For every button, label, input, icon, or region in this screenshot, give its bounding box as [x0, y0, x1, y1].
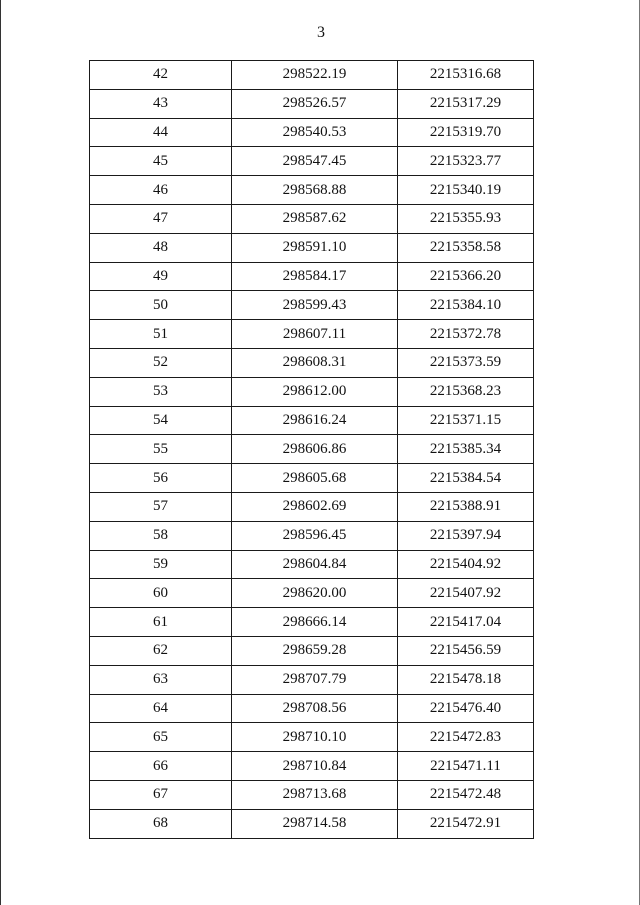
y-coordinate-cell: 2215385.34 — [398, 435, 534, 464]
point-number-cell: 53 — [90, 377, 232, 406]
x-coordinate-cell: 298604.84 — [232, 550, 398, 579]
y-coordinate-cell: 2215366.20 — [398, 262, 534, 291]
table-row — [90, 492, 534, 521]
point-number-cell: 45 — [90, 147, 232, 176]
x-coordinate-cell: 298708.56 — [232, 694, 398, 723]
point-number-cell: 68 — [90, 809, 232, 838]
table-row — [90, 61, 534, 90]
point-number-cell: 50 — [90, 291, 232, 320]
coordinates-table — [89, 60, 534, 839]
table-row — [90, 435, 534, 464]
y-coordinate-cell: 2215372.78 — [398, 320, 534, 349]
x-coordinate-cell: 298568.88 — [232, 176, 398, 205]
x-coordinate-cell: 298587.62 — [232, 204, 398, 233]
point-number-cell: 58 — [90, 521, 232, 550]
x-coordinate-cell: 298710.10 — [232, 723, 398, 752]
y-coordinate-cell: 2215358.58 — [398, 233, 534, 262]
table-row — [90, 320, 534, 349]
x-coordinate-cell: 298710.84 — [232, 752, 398, 781]
x-coordinate-cell: 298596.45 — [232, 521, 398, 550]
point-number-cell: 47 — [90, 204, 232, 233]
y-coordinate-cell: 2215340.19 — [398, 176, 534, 205]
point-number-cell: 57 — [90, 492, 232, 521]
y-coordinate-cell: 2215417.04 — [398, 608, 534, 637]
x-coordinate-cell: 298599.43 — [232, 291, 398, 320]
page-number: 3 — [317, 24, 325, 41]
point-number-cell: 60 — [90, 579, 232, 608]
table-row — [90, 204, 534, 233]
y-coordinate-cell: 2215478.18 — [398, 665, 534, 694]
table-row — [90, 377, 534, 406]
table-row — [90, 291, 534, 320]
point-number-cell: 55 — [90, 435, 232, 464]
point-number-cell: 66 — [90, 752, 232, 781]
y-coordinate-cell: 2215397.94 — [398, 521, 534, 550]
table-row — [90, 752, 534, 781]
x-coordinate-cell: 298606.86 — [232, 435, 398, 464]
x-coordinate-cell: 298713.68 — [232, 780, 398, 809]
y-coordinate-cell: 2215323.77 — [398, 147, 534, 176]
point-number-cell: 48 — [90, 233, 232, 262]
x-coordinate-cell: 298547.45 — [232, 147, 398, 176]
x-coordinate-cell: 298714.58 — [232, 809, 398, 838]
x-coordinate-cell: 298591.10 — [232, 233, 398, 262]
table-row — [90, 780, 534, 809]
table-row — [90, 406, 534, 435]
table-row — [90, 89, 534, 118]
table-row — [90, 521, 534, 550]
table-row — [90, 608, 534, 637]
table-row — [90, 723, 534, 752]
point-number-cell: 51 — [90, 320, 232, 349]
x-coordinate-cell: 298540.53 — [232, 118, 398, 147]
y-coordinate-cell: 2215355.93 — [398, 204, 534, 233]
x-coordinate-cell: 298612.00 — [232, 377, 398, 406]
point-number-cell: 54 — [90, 406, 232, 435]
y-coordinate-cell: 2215404.92 — [398, 550, 534, 579]
table-row — [90, 464, 534, 493]
y-coordinate-cell: 2215384.10 — [398, 291, 534, 320]
point-number-cell: 46 — [90, 176, 232, 205]
table-row — [90, 665, 534, 694]
coordinates-table-body — [90, 61, 534, 839]
x-coordinate-cell: 298620.00 — [232, 579, 398, 608]
table-row — [90, 348, 534, 377]
y-coordinate-cell: 2215388.91 — [398, 492, 534, 521]
point-number-cell: 59 — [90, 550, 232, 579]
x-coordinate-cell: 298707.79 — [232, 665, 398, 694]
x-coordinate-cell: 298659.28 — [232, 636, 398, 665]
y-coordinate-cell: 2215371.15 — [398, 406, 534, 435]
point-number-cell: 43 — [90, 89, 232, 118]
y-coordinate-cell: 2215456.59 — [398, 636, 534, 665]
table-row — [90, 694, 534, 723]
y-coordinate-cell: 2215472.48 — [398, 780, 534, 809]
point-number-cell: 52 — [90, 348, 232, 377]
point-number-cell: 63 — [90, 665, 232, 694]
y-coordinate-cell: 2215319.70 — [398, 118, 534, 147]
table-row — [90, 118, 534, 147]
y-coordinate-cell: 2215384.54 — [398, 464, 534, 493]
x-coordinate-cell: 298522.19 — [232, 61, 398, 90]
y-coordinate-cell: 2215472.91 — [398, 809, 534, 838]
point-number-cell: 67 — [90, 780, 232, 809]
point-number-cell: 42 — [90, 61, 232, 90]
table-row — [90, 550, 534, 579]
x-coordinate-cell: 298584.17 — [232, 262, 398, 291]
y-coordinate-cell: 2215373.59 — [398, 348, 534, 377]
table-row — [90, 233, 534, 262]
x-coordinate-cell: 298607.11 — [232, 320, 398, 349]
table-row — [90, 579, 534, 608]
y-coordinate-cell: 2215407.92 — [398, 579, 534, 608]
point-number-cell: 49 — [90, 262, 232, 291]
y-coordinate-cell: 2215472.83 — [398, 723, 534, 752]
y-coordinate-cell: 2215317.29 — [398, 89, 534, 118]
y-coordinate-cell: 2215471.11 — [398, 752, 534, 781]
table-row — [90, 176, 534, 205]
x-coordinate-cell: 298602.69 — [232, 492, 398, 521]
point-number-cell: 64 — [90, 694, 232, 723]
point-number-cell: 62 — [90, 636, 232, 665]
x-coordinate-cell: 298526.57 — [232, 89, 398, 118]
table-row — [90, 809, 534, 838]
y-coordinate-cell: 2215368.23 — [398, 377, 534, 406]
point-number-cell: 65 — [90, 723, 232, 752]
x-coordinate-cell: 298605.68 — [232, 464, 398, 493]
x-coordinate-cell: 298608.31 — [232, 348, 398, 377]
y-coordinate-cell: 2215476.40 — [398, 694, 534, 723]
table-row — [90, 636, 534, 665]
x-coordinate-cell: 298666.14 — [232, 608, 398, 637]
point-number-cell: 61 — [90, 608, 232, 637]
x-coordinate-cell: 298616.24 — [232, 406, 398, 435]
point-number-cell: 44 — [90, 118, 232, 147]
point-number-cell: 56 — [90, 464, 232, 493]
table-row — [90, 262, 534, 291]
table-row — [90, 147, 534, 176]
y-coordinate-cell: 2215316.68 — [398, 61, 534, 90]
